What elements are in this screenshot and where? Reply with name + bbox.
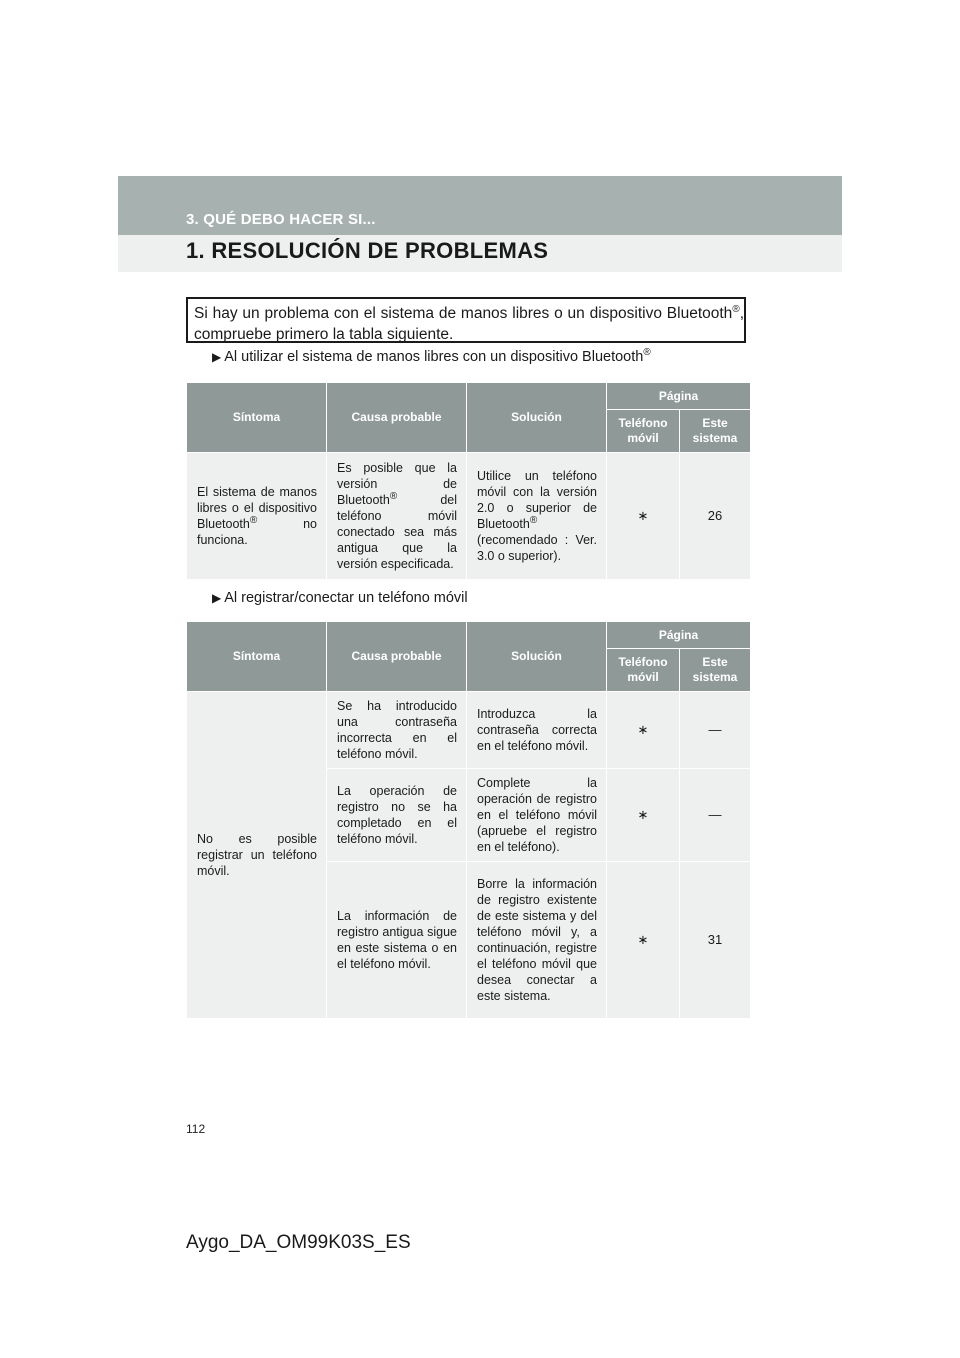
cell-solution: Introduzca la contraseña correcta en el teléfono móvil. (467, 692, 607, 769)
cell-solution: Utilice un teléfono móvil con la versión 2.0 o superior de Bluetooth® (recomendado : Ver. 3.0 o superior). (467, 453, 607, 580)
intro-text-end: , compruebe primero la tabla siguiente. (194, 305, 744, 343)
col-cause: Causa probable (327, 383, 467, 453)
page-number: 112 (186, 1122, 206, 1136)
col-solution: Solución (467, 383, 607, 453)
document-code: Aygo_DA_OM99K03S_ES (186, 1232, 411, 1253)
table-bluetooth (186, 382, 751, 580)
cell-phone-page: ∗ (607, 453, 680, 580)
col-phone: Teléfono móvil (607, 649, 680, 692)
cell-phone-page: ∗ (607, 692, 680, 769)
col-solution: Solución (467, 622, 607, 692)
cell-cause: Se ha introducido una contraseña incorrecta en el teléfono móvil. (327, 692, 467, 769)
section1-heading (212, 349, 651, 365)
cell-cause: Es posible que la versión de Bluetooth® del teléfono móvil conectado sea más antigua que la versión especificada. (327, 453, 467, 580)
cell-system-page: 26 (680, 453, 751, 580)
triangle-right-icon: ▶ (212, 350, 222, 364)
cell-cause: La información de registro antigua sigue en este sistema o en el teléfono móvil. (327, 862, 467, 1019)
table-row (187, 692, 751, 769)
registered-mark: ® (732, 303, 740, 315)
table-header-row (187, 383, 751, 410)
col-page: Página (607, 383, 751, 410)
cell-system-page: 31 (680, 862, 751, 1019)
table-header-row (187, 622, 751, 649)
cell-symptom: No es posible registrar un teléfono móvil. (187, 692, 327, 1019)
col-symptom: Síntoma (187, 383, 327, 453)
cell-phone-page: ∗ (607, 862, 680, 1019)
col-system: Este sistema (680, 410, 751, 453)
col-phone: Teléfono móvil (607, 410, 680, 453)
triangle-right-icon: ▶ (212, 591, 222, 605)
table-register (186, 621, 751, 1019)
table-row (187, 453, 751, 580)
page-title: 1. RESOLUCIÓN DE PROBLEMAS (186, 238, 549, 263)
cell-symptom: El sistema de manos libres o el dispositivo Bluetooth® no funciona. (187, 453, 327, 580)
col-cause: Causa probable (327, 622, 467, 692)
registered-mark: ® (643, 347, 651, 359)
cell-cause: La operación de registro no se ha completado en el teléfono móvil. (327, 769, 467, 862)
cell-system-page: — (680, 692, 751, 769)
intro-text: Si hay un problema con el sistema de manos libres o un dispositivo Bluetooth (194, 305, 733, 322)
cell-solution: Complete la operación de registro en el teléfono móvil (apruebe el registro en el teléfono). (467, 769, 607, 862)
cell-phone-page: ∗ (607, 769, 680, 862)
section1-heading-text: Al utilizar el sistema de manos libres con un dispositivo Bluetooth (224, 349, 644, 365)
section2-heading (212, 590, 468, 606)
section2-heading-text: Al registrar/conectar un teléfono móvil (224, 590, 468, 606)
cell-solution: Borre la información de registro existente de este sistema y del teléfono móvil y, a continuación, registre el teléfono móvil que desea conectar a este sistema. (467, 862, 607, 1019)
col-system: Este sistema (680, 649, 751, 692)
col-symptom: Síntoma (187, 622, 327, 692)
intro-box (186, 297, 746, 343)
col-page: Página (607, 622, 751, 649)
cell-system-page: — (680, 769, 751, 862)
section-label: 3. QUÉ DEBO HACER SI... (186, 211, 376, 228)
